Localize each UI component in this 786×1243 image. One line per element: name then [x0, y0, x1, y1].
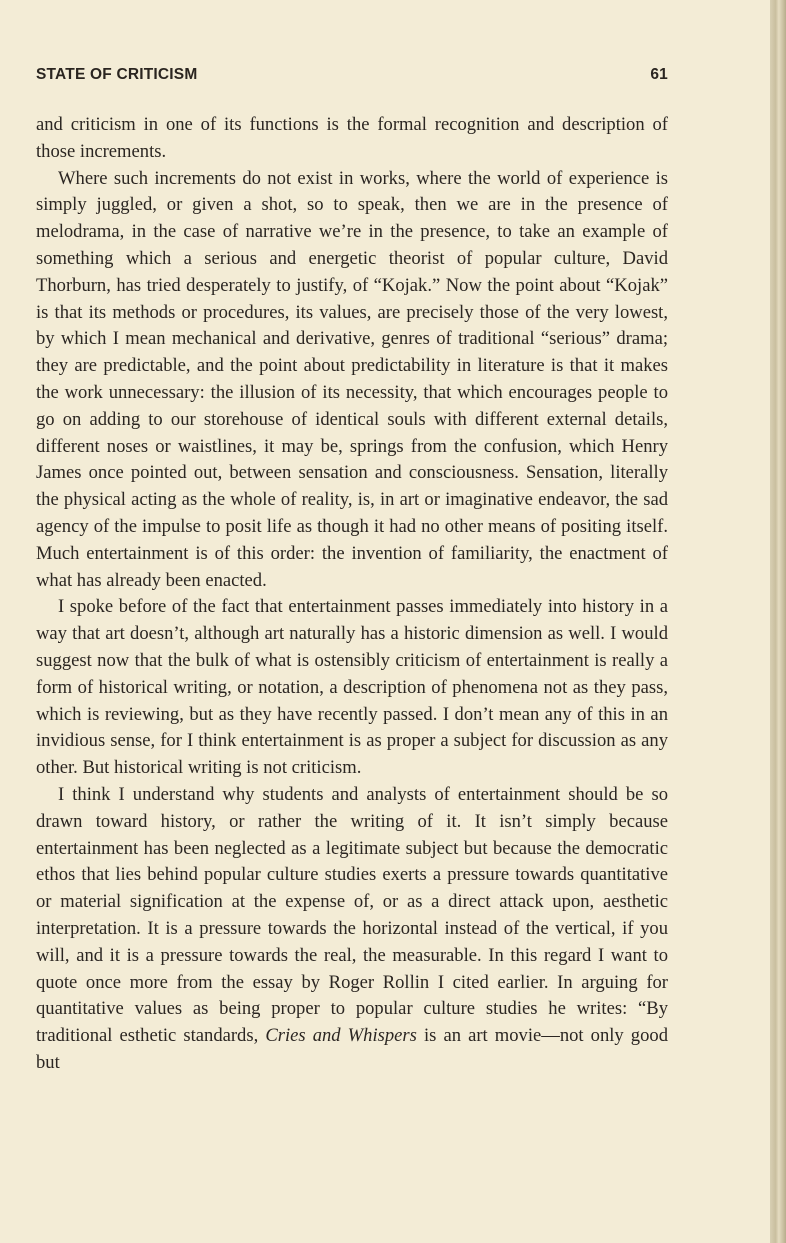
- paragraph-text: is an art movie—not only good but: [36, 1025, 668, 1073]
- page-header: [36, 66, 668, 92]
- paragraph: I spoke before of the fact that entertainment passes immediately into history in a way that art doesn’t, although art naturally has a historic dimension as well. I would suggest now that the bulk of what is ostensibly criticism of entertainment is really a form of historical writing, or notation, a description of phenomena not as they pass, which is reviewing, but as they have recently passed. I don’t mean any of this in an invidious sense, for I think entertainment is as proper a subject for discussion as any other. But historical writing is not criticism.: [36, 596, 668, 779]
- film-title: Cries and Whispers: [265, 1025, 417, 1047]
- paragraph: and criticism in one of its functions is the formal recognition and description of those increments.: [36, 114, 668, 162]
- running-head: STATE OF CRITICISM: [36, 66, 198, 83]
- page-number: 61: [650, 66, 668, 83]
- paragraph: [36, 782, 668, 1077]
- body-text: [36, 112, 668, 1077]
- paragraph-text: I think I understand why students and analysts of entertainment should be so drawn toward history, or rather the writing of it. It isn’t simply because entertainment has been neglected as a legitimate subject but because the democratic ethos that lies behind popular culture studies exerts a pressure towards quantitative or material signification at the expense of, or as a direct attack upon, aesthetic interpretation. It is a pressure towards the horizontal instead of the vertical, if you will, and it is a pressure towards the real, the measurable. In this regard I want to quote once more from the essay by Roger Rollin I cited earlier. In arguing for quantitative values as being proper to popular culture studies he writes: “By traditional esthetic standards,: [36, 783, 668, 1047]
- page-edge: [770, 0, 786, 1243]
- paragraph: Where such increments do not exist in works, where the world of experience is simply juggled, or given a shot, so to speak, then we are in the presence of melodrama, in the case of narrative we’re in the presence, to take an example of something which a serious and energetic theorist of popular culture, David Thorburn, has tried desperately to justify, of “Kojak.” Now the point about “Kojak” is that its methods or procedures, its values, are precisely those of the very lowest, by which I mean mechanical and derivative, genres of traditional “serious” drama; they are predictable, and the point about predictability in literature is that it makes the work unnecessary: the illusion of its necessity, that which encourages people to go on adding to our storehouse of identical souls with different external details, different noses or waistlines, it may be, springs from the confusion, which Henry James once pointed out, between sensation and consciousness. Sensation, literally the physical acting as the whole of reality, is, in art or imaginative endeavor, the sad agency of the impulse to posit life as though it had no other means of positing itself. Much entertainment is of this order: the invention of familiarity, the enactment of what has already been enacted.: [36, 167, 668, 591]
